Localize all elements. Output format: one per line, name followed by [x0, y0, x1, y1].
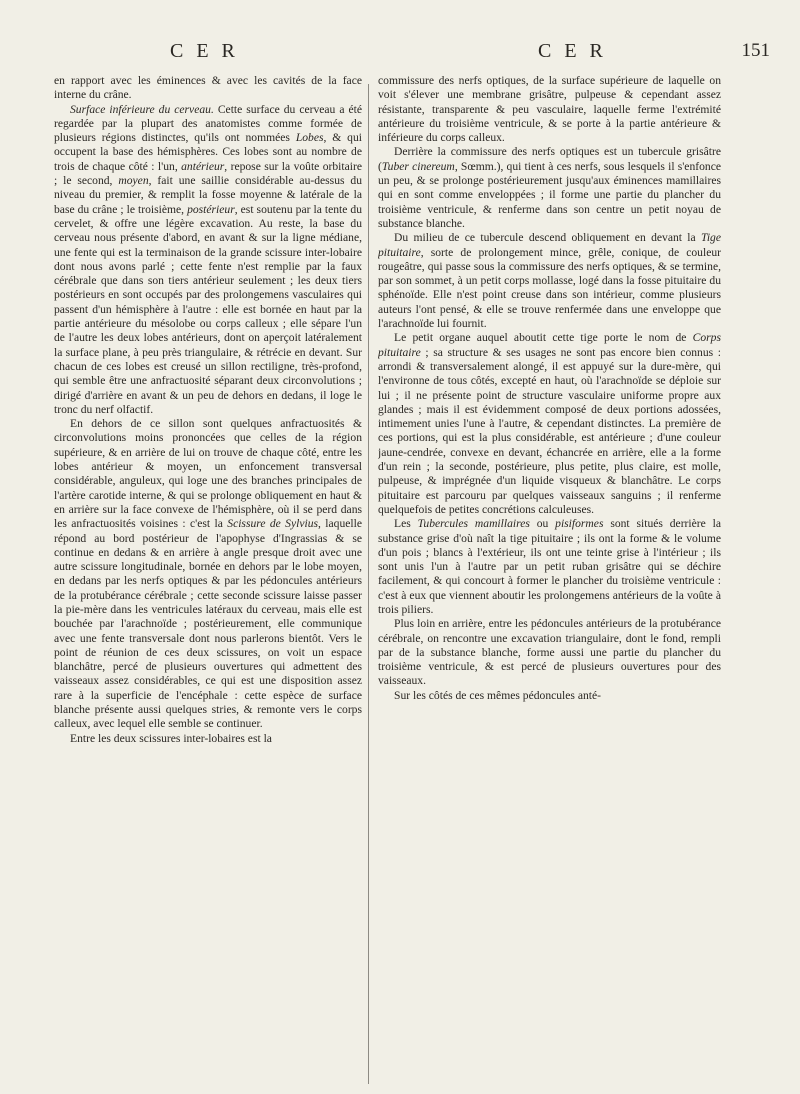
- italic-term: Tuber cinereum: [381, 159, 455, 173]
- italic-term: Lobes: [295, 131, 324, 145]
- text-run: Du milieu de ce tubercule descend obliquement en devant la: [394, 231, 702, 245]
- paragraph: [54, 103, 362, 418]
- italic-term: Scissure de Sylvius: [227, 517, 319, 531]
- text-run: en rapport avec les éminences & avec les cavités de la face interne du crâne.: [54, 74, 362, 102]
- paragraph: [378, 231, 721, 331]
- paragraph: [378, 74, 721, 145]
- text-run: Entre les deux scissures inter-lobaires est la: [70, 731, 272, 745]
- left-running-head: C E R: [170, 40, 239, 62]
- paragraph: [378, 517, 721, 617]
- text-run: Les: [394, 517, 418, 531]
- italic-term: moyen: [118, 174, 149, 188]
- text-run: , est soutenu par la tente du cervelet, & offre une légère excavation. Au reste, la base du cerveau nous présente d'abord, en avant & sur la ligne médiane, une fente qui est la terminaison de la grande scissure inter-lobaire dont nous avons parlé ; cette fente n'est remplie par la faux cérébrale que dans son tiers antérieur seulement ; les deux tiers postérieurs en sont occupés par des prolongemens vasculaires qui passent d'un hémisphère à l'autre : elle est bornée en haut par la partie antérieure du mésolobe ou corps calleux ; elle sépare l'un de l'autre les deux lobes antérieurs, dont on aperçoit latéralement la surface plane, à peu près triangulaire, & rétrécie en devant. Sur chacun de ces lobes est creusé un sillon rectiligne, très-profond, qui semble être une anfractuosité séparant deux circonvolutions ; dirigé d'arrière en avant & un peu de dehors en dedans, il loge le tronc du nerf olfactif.: [54, 202, 362, 416]
- text-run: ou: [529, 517, 556, 531]
- italic-term: Surface inférieure du cerveau.: [70, 102, 214, 116]
- text-run: , Sœmm.), qui tient à ces nerfs, sous lesquels il s'enfonce un peu, & se prolonge postérieurement jusqu'aux éminences mamillaires qui en sont comme enveloppées ; il forme une partie du plancher du troisième ventricule, & renferme dans son centre un petit noyau de substance blanche.: [378, 159, 721, 230]
- text-run: , repose sur la voûte orbitaire ; le second,: [54, 159, 362, 188]
- italic-term: Tubercules mamillaires: [417, 517, 530, 531]
- text-run: commissure des nerfs optiques, de la surface supérieure de laquelle on voit s'élever une membrane grisâtre, pulpeuse & cependant assez résistante, transparente & peu vasculaire, laquelle ferme l'extrémité antérieure du troisième ventricule, & se porte à la partie antérieure & inférieure du corps calleux.: [378, 74, 721, 145]
- paragraph: [54, 417, 362, 732]
- text-run: ; sa structure & ses usages ne sont pas encore bien connus : arrondi & transversalement alongé, il est appuyé sur la dure-mère, qui l'environne de tous côtés, excepté en haut, où l'arachnoïde se déploie sur lui ; il ne présente point de structure vasculaire uniforme propre aux glandes ; mais il est évidemment composé de deux portions adossées, intimement unies l'une à l'autre, & cependant distinctes. La première de ces portions, qui est la plus considérable, est antérieure ; d'une couleur jaune-cendrée, convexe en devant, échancrée en arrière, elle a la forme d'un rein ; la seconde, postérieure, plus petite, plus claire, est molle, pulpeuse, & imprégnée d'un liquide visqueux & blanchâtre. Le corps pituitaire est parcouru par quelques vaisseaux sanguins ; il renferme quelquefois de petites concrétions calculeuses.: [378, 345, 721, 516]
- paragraph: [54, 732, 362, 746]
- italic-term: pisiformes: [555, 517, 604, 531]
- right-text-column: [378, 74, 721, 1084]
- italic-term: Tige pituitaire: [378, 231, 721, 259]
- text-run: Plus loin en arrière, entre les pédoncules antérieurs de la protubérance cérébrale, on rencontre une excavation triangulaire, dont le fond, rempli par de la substance blanche, forme aussi une partie du plancher du troisième ventricule, & est percé de plusieurs ouvertures pour des vaisseaux.: [378, 617, 721, 688]
- text-run: En dehors de ce sillon sont quelques anfractuosités & circonvolutions moins prononcées que celles de la région supérieure, & en arrière de lui on trouve de chaque côté, entre les lobes antérieur & moyen, un enfoncement transversal considérable, anguleux, qui loge une des branches principales de l'artère carotide interne, & qui se prolonge obliquement en haut & en arrière sur la face convexe de l'hémisphère, où il se perd dans les anfractuosités voisines : c'est la: [54, 417, 362, 531]
- italic-term: antérieur: [181, 159, 225, 173]
- page-number: 151: [741, 40, 770, 61]
- right-running-head: C E R: [538, 40, 607, 62]
- paragraph: [378, 617, 721, 688]
- text-run: Le petit organe auquel aboutit cette tige porte le nom de: [394, 331, 693, 345]
- text-run: Derrière la commissure des nerfs optiques est un tubercule grisâtre (: [378, 145, 721, 173]
- left-text-column: [54, 74, 362, 1084]
- text-run: , fait une saillie considérable au-dessus du niveau du premier, & remplit la fosse moyenne & latérale de la base du crâne ; le troisième,: [54, 174, 362, 216]
- text-run: Cette surface du cerveau a été regardée par la plupart des anatomistes comme formée de plusieurs régions distinctes, qu'ils ont nommées: [54, 102, 362, 145]
- running-header: [50, 40, 770, 70]
- text-run: Sur les côtés de ces mêmes pédoncules anté-: [394, 688, 602, 702]
- text-run: , laquelle répond au bord postérieur de l'apophyse d'Ingrassias & se continue en dedans & en arrière à angle presque droit avec une autre scissure longitudinale, bornée en dehors par le lobe moyen, en dedans par les nerfs optiques & par les pédoncules antérieurs de la protubérance cérébrale ; cette seconde scissure laisse passer la pie-mère dans les ventricules latéraux du cerveau, mais elle est bouchée par l'arachnoïde ; postérieurement, elle communique avec une fente transversale dont nous parlerons bientôt. Vers le point de réunion de ces deux scissures, on voit un espace blanchâtre, percé de plusieurs ouvertures qui admettent des vaisseaux assez considérables, ce qui est une disposition assez rare à la superficie de l'encéphale : cette espèce de surface blanche présente aussi quelques stries, & remonte vers le corps calleux, avec lequel elle semble se continuer.: [54, 517, 362, 731]
- paragraph: [378, 145, 721, 231]
- text-run: , sorte de prolongement mince, grêle, conique, de couleur rougeâtre, qui passe sous la commissure des nerfs optiques, & se termine, par son sommet, à un petit corps mollasse, logé dans la fosse pituitaire du sphénoïde. Elle n'est point creuse dans son intérieur, comme plusieurs auteurs l'ont pensé, & elle se trouve renfermée dans une enveloppe que l'arachnoïde lui fournit.: [378, 245, 721, 331]
- column-divider: [368, 84, 369, 1084]
- italic-term: Corps pituitaire: [378, 331, 721, 359]
- paragraph: [54, 74, 362, 103]
- text-run: , & qui occupent la base des hémisphères. Ces lobes sont au nombre de trois de chaque côté : l'un,: [54, 131, 362, 173]
- text-run: sont situés derrière la substance grise d'où naît la tige pituitaire ; ils ont la forme & le volume d'un pois ; blancs à l'extérieur, ils ont une teinte grise à l'intérieur ; ils sont unis l'un à l'autre par un petit ruban grisâtre qui se déchire facilement, & qui concourt à former le plancher du troisième ventricule : c'est à eux que viennent aboutir les prolongemens antérieurs de la voûte à trois piliers.: [378, 517, 721, 616]
- paragraph: [378, 331, 721, 517]
- italic-term: postérieur: [187, 202, 235, 216]
- paragraph: [378, 689, 721, 703]
